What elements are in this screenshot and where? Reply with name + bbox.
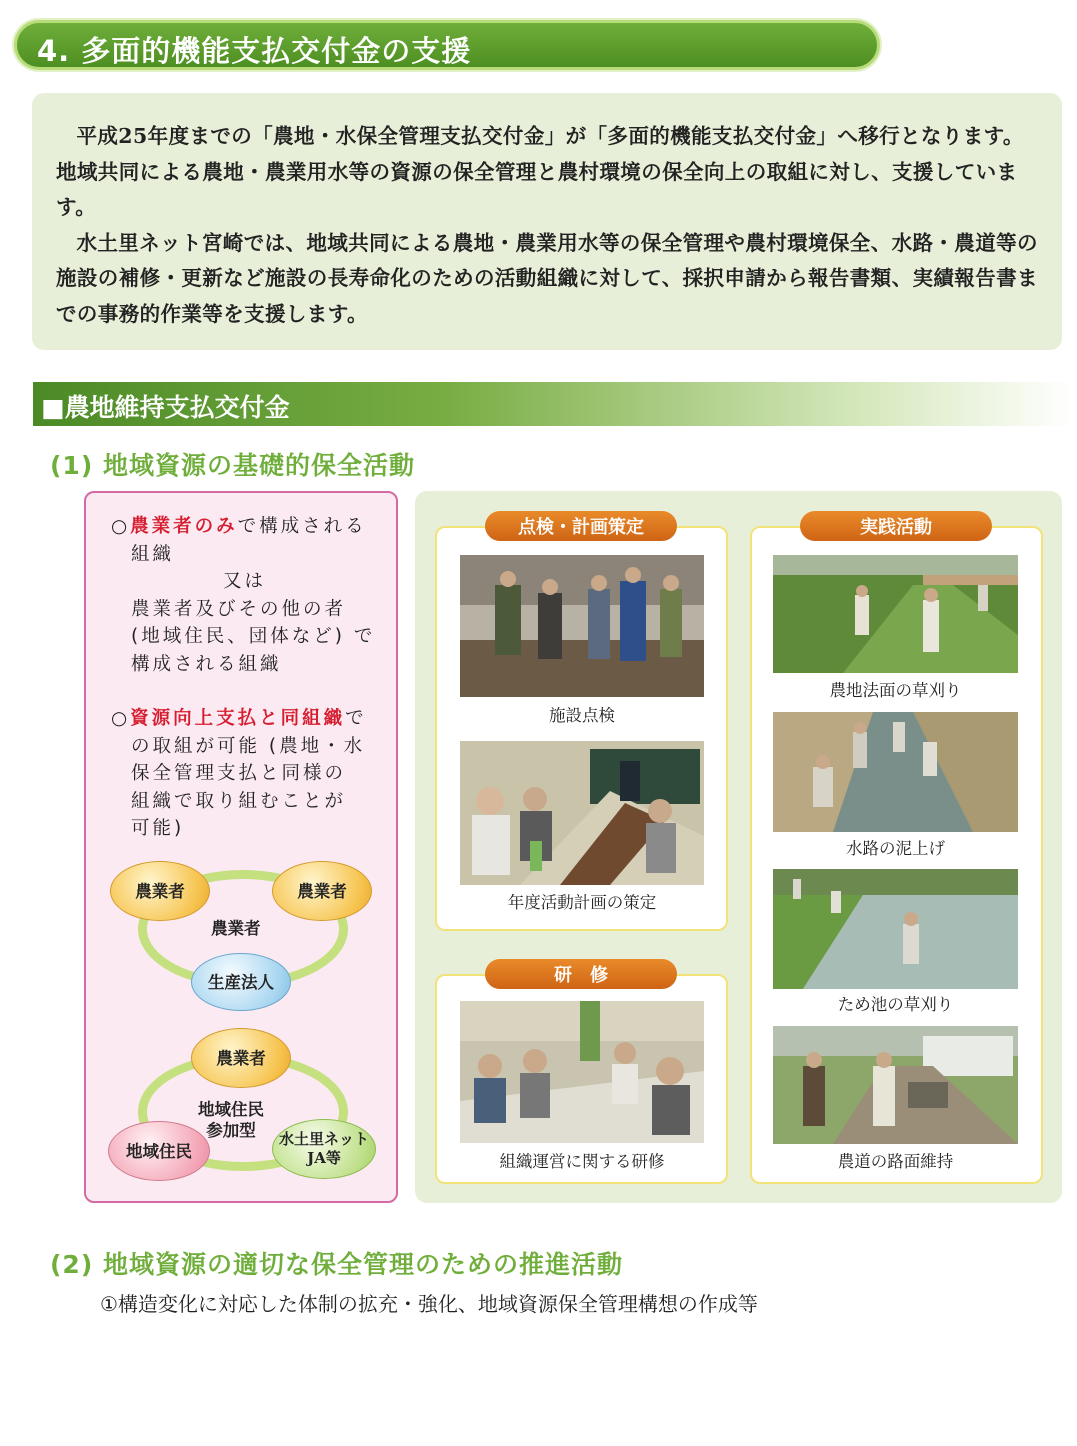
organization-panel <box>84 491 398 1203</box>
caption-pond-mowing: ため池の草刈り <box>837 995 954 1014</box>
caption-annual-plan: 年度活動計画の策定 <box>507 893 657 912</box>
intro-box <box>32 93 1062 350</box>
subsection-2-title: (2) 地域資源の適切な保全管理のための推進活動 <box>50 1250 623 1279</box>
activities-panel <box>415 491 1062 1203</box>
chapter-header <box>14 20 880 70</box>
photo-facility-inspection <box>460 555 704 697</box>
diagram1-farmer-a: 農業者 <box>110 861 210 921</box>
caption-road-maintenance: 農道の路面維持 <box>837 1152 954 1171</box>
inspection-planning-label: 点検・計画策定 <box>485 511 677 541</box>
caption-facility-inspection: 施設点検 <box>549 706 615 725</box>
photo-road-maintenance <box>773 1026 1018 1144</box>
caption-training: 組織運営に関する研修 <box>499 1152 665 1171</box>
section-title: ■農地維持支払交付金 <box>41 393 290 422</box>
diagram2-jaorg: 水土里ネット JA等 <box>272 1119 376 1179</box>
intro-paragraph-1: 平成25年度までの「農地・水保全管理支払交付金」が「多面的機能支払交付金」へ移行となります。地域共同による農地・農業用水等の資源の保全管理と農村環境の保全向上の取組に対し、支援しています。 <box>56 124 1024 219</box>
diagram2-residents: 地域住民 <box>108 1121 210 1181</box>
org-item-1: ○農業者のみで構成される 組織 又は 農業者及びその他の者 (地域住民、団体など) で 構成される組織 <box>111 516 376 675</box>
diagram1-center: 農業者 <box>211 919 261 938</box>
photo-annual-plan <box>460 741 704 885</box>
photo-pond-mowing <box>773 869 1018 989</box>
subsection-1-title: (1) 地域資源の基礎的保全活動 <box>50 451 415 480</box>
subsection-2-item: ①構造変化に対応した体制の拡充・強化、地域資源保全管理構想の作成等 <box>100 1292 758 1316</box>
photo-training <box>460 1001 704 1143</box>
org-item-2: ○資源向上支払と同組織で の取組が可能 (農地・水 保全管理支払と同様の 組織で取り組むことが 可能) <box>111 708 367 839</box>
diagram1-farmer-b: 農業者 <box>272 861 372 921</box>
practice-label: 実践活動 <box>800 511 992 541</box>
diagram1-corporation: 生産法人 <box>191 953 291 1011</box>
section-header <box>33 382 1073 426</box>
photo-slope-mowing <box>773 555 1018 673</box>
training-label: 研 修 <box>485 959 677 989</box>
caption-slope-mowing: 農地法面の草刈り <box>829 681 962 700</box>
chapter-title: 4. 多面的機能支払交付金の支援 <box>37 34 472 68</box>
diagram2-farmer: 農業者 <box>191 1028 291 1088</box>
caption-channel-cleaning: 水路の泥上げ <box>846 839 945 858</box>
photo-channel-cleaning <box>773 712 1018 832</box>
intro-paragraph-2: 水土里ネット宮崎では、地域共同による農地・農業用水等の保全管理や農村環境保全、水路・農道等の施設の補修・更新など施設の長寿命化のための活動組織に対して、採択申請から報告書類、実績報告書までの事務的作業等を支援します。 <box>56 230 1038 326</box>
diagram2-center: 地域住民 参加型 <box>198 1100 264 1140</box>
